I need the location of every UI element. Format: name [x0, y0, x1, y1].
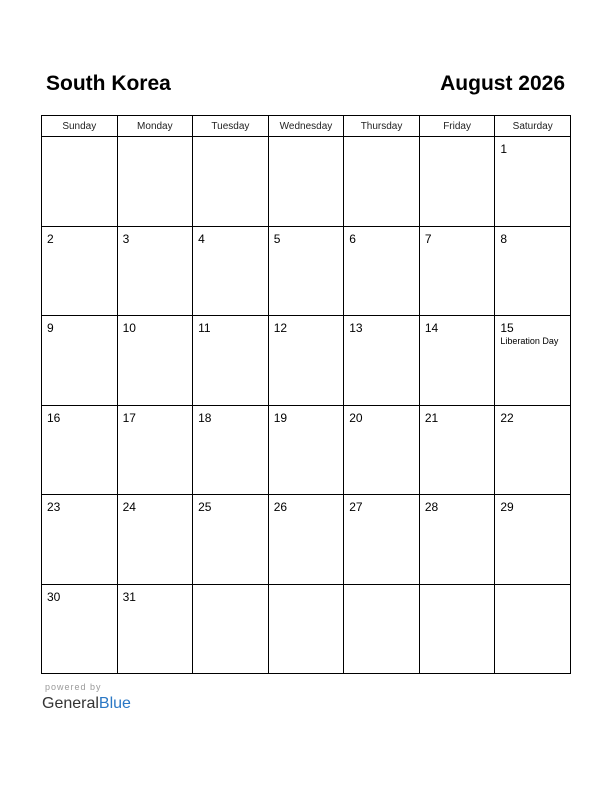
day-cell — [117, 495, 193, 585]
day-cell — [42, 584, 118, 674]
brand-text-general: General — [42, 695, 99, 712]
day-cell — [193, 316, 269, 406]
week-row — [42, 495, 571, 585]
brand-text-blue: Blue — [98, 695, 131, 712]
day-number: 7 — [424, 231, 432, 246]
day-cell — [42, 495, 118, 585]
day-number: 11 — [198, 321, 211, 335]
generalblue-logo[interactable] — [42, 694, 131, 714]
day-cell — [117, 316, 193, 406]
day-cell — [268, 405, 344, 495]
day-cell — [344, 405, 420, 495]
day-cell — [42, 226, 118, 316]
day-number: 4 — [198, 231, 205, 246]
day-number: 29 — [500, 500, 514, 514]
weekday-header: Sunday — [42, 116, 118, 137]
day-number: 5 — [273, 231, 281, 246]
day-number — [344, 137, 419, 142]
day-number: 6 — [349, 231, 356, 246]
day-number — [193, 585, 268, 590]
day-number: 9 — [47, 321, 54, 335]
day-number: 31 — [122, 589, 136, 604]
day-number: 21 — [424, 410, 439, 425]
day-cell — [268, 495, 344, 585]
day-cell — [193, 405, 269, 495]
day-number: 20 — [349, 410, 363, 425]
day-cell — [344, 584, 420, 674]
day-cell — [495, 137, 571, 227]
day-cell — [495, 405, 571, 495]
day-number: 24 — [122, 500, 136, 514]
day-number: 22 — [500, 410, 514, 425]
day-cell — [117, 584, 193, 674]
day-number: 18 — [198, 410, 212, 425]
weekday-header: Wednesday — [268, 116, 344, 137]
day-cell — [344, 226, 420, 316]
day-number: 19 — [273, 410, 288, 425]
day-number — [420, 585, 495, 590]
day-number: 13 — [349, 321, 363, 335]
weekday-header: Monday — [117, 116, 193, 137]
day-cell — [117, 226, 193, 316]
day-number: 14 — [424, 321, 439, 335]
day-cell — [193, 495, 269, 585]
day-cell — [495, 316, 571, 406]
day-cell — [419, 584, 495, 674]
day-number — [420, 137, 495, 142]
week-row — [42, 405, 571, 495]
day-cell — [495, 584, 571, 674]
day-number — [193, 137, 268, 142]
day-number: 2 — [47, 231, 54, 246]
calendar-month-title: August 2026 — [440, 72, 565, 95]
day-cell — [42, 137, 118, 227]
day-cell — [419, 405, 495, 495]
weekday-header: Tuesday — [193, 116, 269, 137]
day-cell — [193, 226, 269, 316]
week-row — [42, 584, 571, 674]
weekday-header: Thursday — [344, 116, 420, 137]
day-cell — [193, 137, 269, 227]
day-number: 23 — [47, 500, 61, 514]
day-cell — [193, 584, 269, 674]
day-number: 26 — [273, 500, 288, 514]
day-cell — [42, 405, 118, 495]
day-cell — [117, 405, 193, 495]
day-cell — [268, 316, 344, 406]
day-number: 8 — [500, 231, 508, 246]
day-number: 25 — [198, 500, 212, 514]
day-cell — [42, 316, 118, 406]
weekday-header-row — [42, 116, 571, 137]
day-number: 17 — [122, 410, 136, 425]
day-cell — [495, 226, 571, 316]
day-cell — [419, 495, 495, 585]
day-number — [495, 585, 570, 590]
day-cell — [419, 226, 495, 316]
calendar-country-title: South Korea — [46, 72, 171, 95]
weekday-header: Saturday — [495, 116, 571, 137]
day-number — [344, 585, 419, 590]
day-number: 12 — [273, 321, 288, 335]
weekday-header: Friday — [419, 116, 495, 137]
day-number: 27 — [349, 500, 363, 514]
week-row — [42, 226, 571, 316]
day-number: 28 — [424, 500, 439, 514]
day-number: 15 — [500, 321, 514, 335]
day-cell — [268, 226, 344, 316]
day-cell — [495, 495, 571, 585]
day-cell — [117, 137, 193, 227]
day-cell — [344, 316, 420, 406]
week-row — [42, 137, 571, 227]
day-cell — [419, 137, 495, 227]
day-number: 1 — [500, 142, 508, 156]
day-cell — [344, 495, 420, 585]
day-number: 10 — [122, 321, 136, 335]
day-number: 3 — [122, 231, 130, 246]
day-cell — [268, 584, 344, 674]
day-cell — [268, 137, 344, 227]
day-number: 16 — [47, 410, 61, 425]
week-row — [42, 316, 571, 406]
day-cell — [344, 137, 420, 227]
holiday-label: Liberation Day — [500, 336, 559, 346]
powered-by-label: powered by — [45, 682, 102, 692]
day-number — [118, 137, 193, 142]
day-cell — [419, 316, 495, 406]
day-number — [269, 137, 344, 142]
day-number — [42, 137, 117, 142]
calendar-grid — [41, 115, 571, 674]
day-number: 30 — [47, 589, 61, 604]
day-number — [269, 585, 344, 590]
